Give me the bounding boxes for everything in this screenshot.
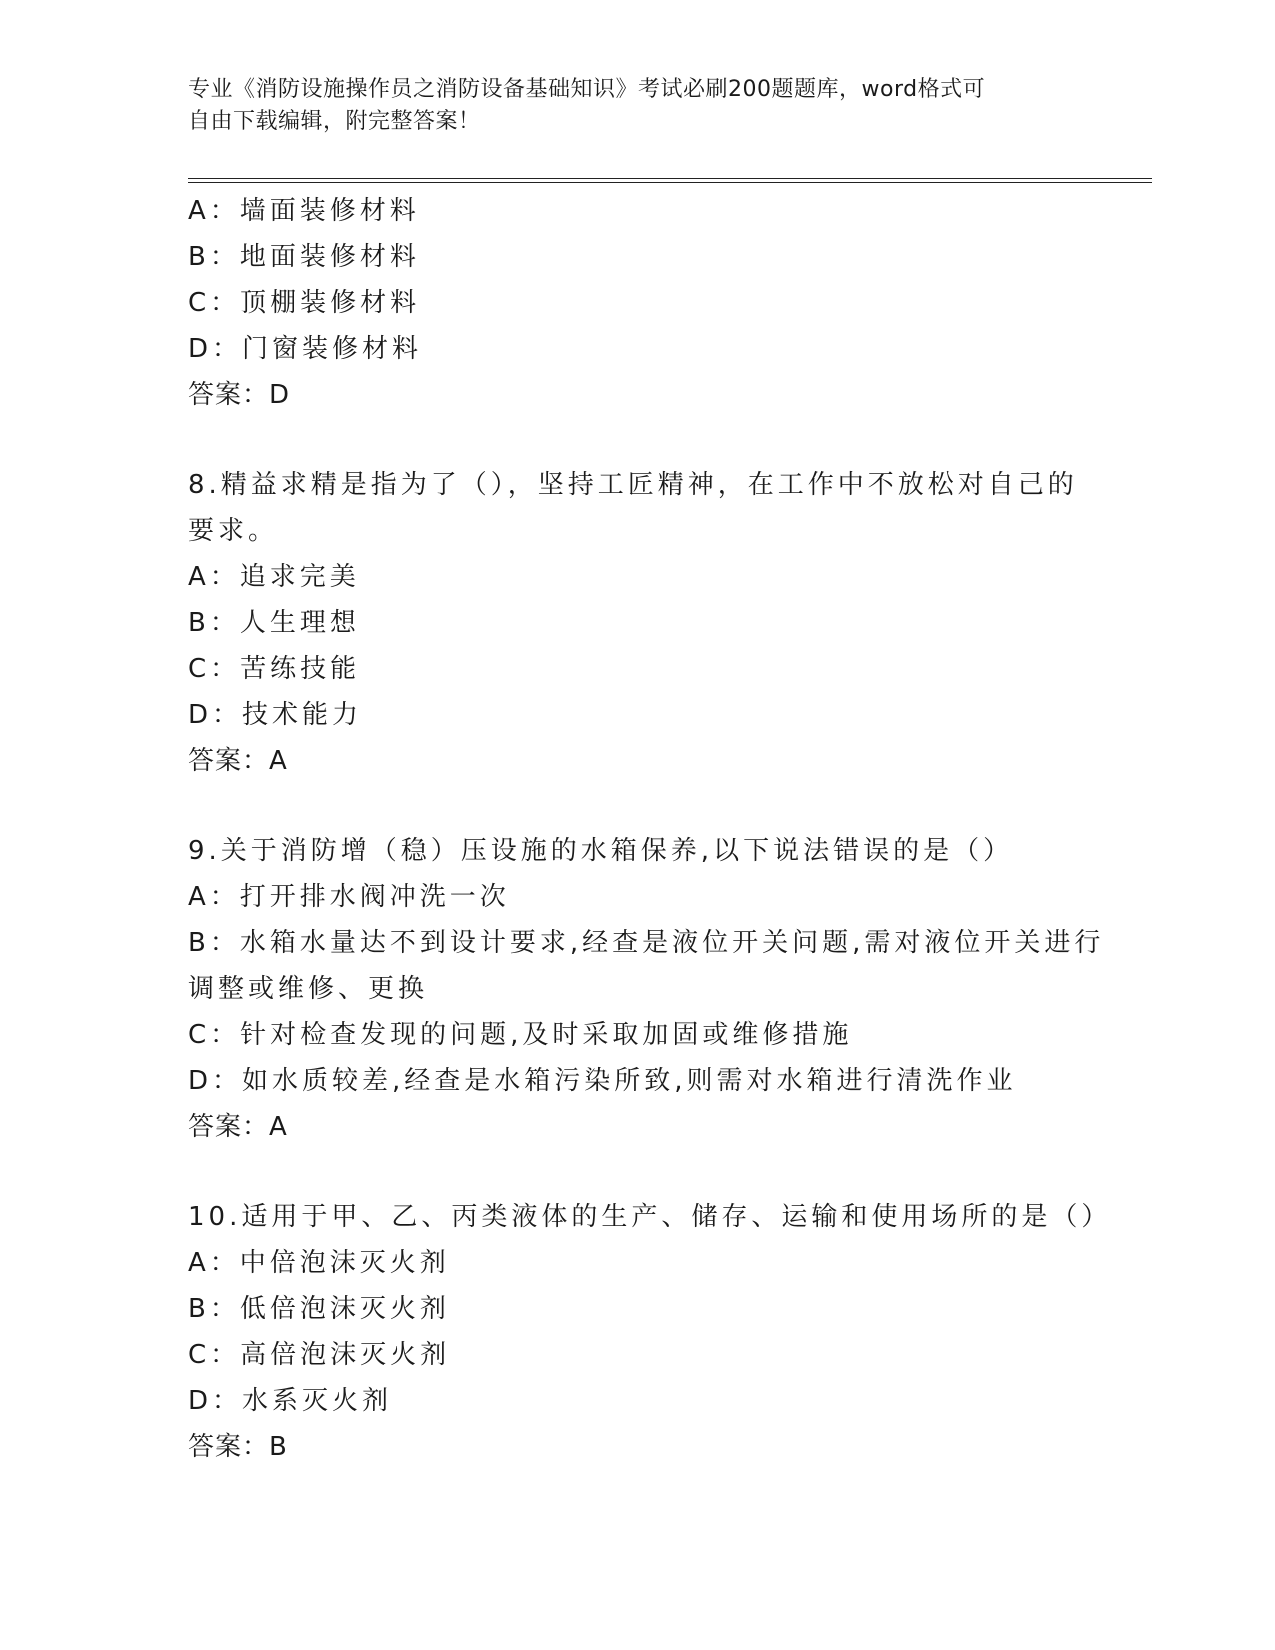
header-divider-top [188,178,1152,179]
answer: 答案：A [188,746,288,776]
spacer [188,1150,1088,1194]
option-a: A：中倍泡沫灭火剂 [188,1248,450,1278]
answer: 答案：D [188,380,291,410]
header-line-2: 自由下载编辑，附完整答案！ [188,109,481,134]
question-9 [188,828,1105,1150]
question-stem: 9.关于消防增（稳）压设施的水箱保养,以下说法错误的是（） [188,836,1014,866]
question-8 [188,462,1088,784]
option-b: B：水箱水量达不到设计要求,经查是液位开关问题,需对液位开关进行 [188,928,1105,958]
option-a: A：墙面装修材料 [188,196,420,226]
option-c: C：高倍泡沫灭火剂 [188,1340,451,1370]
question-stem: 10.适用于甲、乙、丙类液体的生产、储存、运输和使用场所的是（） [188,1202,1112,1232]
question-list [188,188,1112,1470]
answer: 答案：B [188,1432,288,1462]
option-c: C：顶棚装修材料 [188,288,421,318]
question-7 [188,188,1088,418]
question-stem-continued: 要求。 [188,516,279,546]
spacer [188,418,1088,462]
answer: 答案：A [188,1112,288,1142]
header-divider-bottom [188,182,1152,183]
option-b: B：人生理想 [188,608,360,638]
document-header [188,74,1088,138]
option-d: D：如水质较差,经查是水箱污染所致,则需对水箱进行清洗作业 [188,1066,1017,1096]
option-c: C：苦练技能 [188,654,361,684]
option-d: D：水系灭火剂 [188,1386,393,1416]
question-stem: 8.精益求精是指为了（），坚持工匠精神，在工作中不放松对自己的 [188,470,1078,500]
option-a: A：追求完美 [188,562,360,592]
spacer [188,784,1088,828]
question-10 [188,1194,1112,1470]
option-b-continued: 调整或维修、更换 [188,974,429,1004]
header-line-1: 专业《消防设施操作员之消防设备基础知识》考试必刷200题题库，word格式可 [188,77,986,102]
option-b: B：地面装修材料 [188,242,420,272]
option-c: C：针对检查发现的问题,及时采取加固或维修措施 [188,1020,853,1050]
option-a: A：打开排水阀冲洗一次 [188,882,510,912]
option-d: D：技术能力 [188,700,363,730]
option-d: D：门窗装修材料 [188,334,423,364]
option-b: B：低倍泡沫灭火剂 [188,1294,450,1324]
